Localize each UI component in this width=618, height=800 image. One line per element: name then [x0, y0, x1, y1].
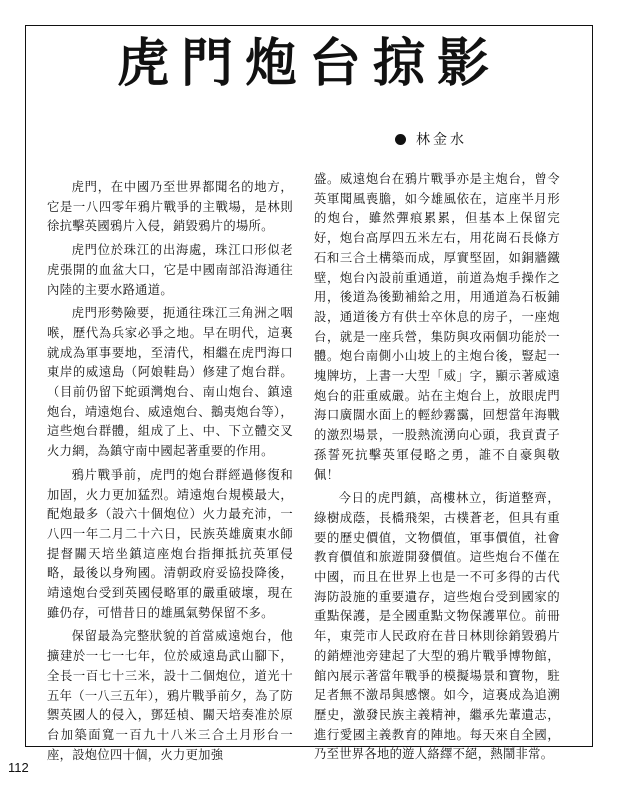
page-number: 112	[8, 760, 29, 775]
paragraph: 虎門形勢險要，扼通往珠江三角洲之咽喉，歷代為兵家必爭之地。早在明代，這裏就成為軍事要地，至清代，相繼在虎門海口東岸的威遠島（阿娘鞋島）修建了炮台群。（目前仍留下蛇頭灣炮台、南山炮台、鎮遠炮台，靖遠炮台、威遠炮台、鵝夷炮台等），這些炮台群體，組成了上、中、下立體交叉火力網，為鎮守南中國起著重要的作用。	[47, 306, 293, 459]
byline	[395, 133, 467, 147]
author-name: 林金水	[416, 132, 467, 148]
right-column	[314, 170, 560, 769]
paragraph: 鴉片戰爭前，虎門的炮台群經過修復和加固，火力更加猛烈。靖遠炮台規模最大，配炮最多（設六十個炮位）火力最充沛，一八四一年二月二十六日，民族英雄廣東水師提督關天培坐鎮這座炮台指揮抵抗英軍侵略，最後以身殉國。清朝政府妥協投降後，靖遠炮台受到英國侵略軍的嚴重破壞，現在雖仍存，可惜昔日的雄風氣勢保留不多。	[47, 467, 293, 620]
article-title: 虎門炮台掠影	[116, 34, 501, 94]
paragraph-continuation: 盛。威遠炮台在鴉片戰爭亦是主炮台，曾令英軍聞風喪膽，如今雄風依在，這座半月形的炮台，雖然彈痕累累，但基本上保留完好，炮台高厚四五米左右，用花崗石長條方石和三合土構築而成，厚實堅固，如銅牆鐵壁，炮台內設前重通道，前道為炮手操作之用，後道為後勤補給之用，用通道為石板鋪設，通道後方有供士卒休息的房子，一座炮台，就是一座兵營，集防與攻兩個功能於一體。炮台南側小山坡上的主炮台後，豎起一塊牌坊，上書一大型「威」字，顯示著威遠炮台的莊重威嚴。站在主炮台上，放眼虎門海口廣闊水面上的輕紗霧靄，回想當年海戰的激烈場景，一股熱流湧向心頭，我貢責子孫誓死抗擊英軍侵略之勇，誰不自豪與敬佩！	[314, 172, 560, 482]
paragraph: 保留最為完整狀貌的首當威遠炮台，他擴建於一七一七年，位於威遠島武山腳下，全長一百七十三米，設十二個炮位，道光十五年（一八三五年），鴉片戰爭前夕，為了防禦英國人的侵入，鄧廷楨、關天培奏准於原台加築面寬一百九十八米三合土月形台一座，設炮位四十個，火力更加強	[47, 629, 293, 762]
paragraph: 今日的虎門鎮，高樓林立，街道整齊，綠樹成蔭，長橋飛架，古樸蒼老，但具有重要的歷史價值，文物價值，軍事價值，社會教育價值和旅遊開發價值。這些炮台不僅在中國，而且在世界上也是一不可多得的古代海防設施的重要遺存，這些炮台受到國家的重點保護，是全國重點文物保護單位。前冊年，東莞市人民政府在昔日林則徐銷毀鴉片的銷煙池旁建起了大型的鴉片戰爭博物館，館內展示著當年戰爭的模擬場景和寶物，駐足者無不激昂與感懷。如今，這裏成為追溯歷史，激發民族主義精神，繼承先輩遺志，進行愛國主義教育的陣地。每天來自全國，乃至世界各地的遊人絡繹不絕，熱鬧非常。	[314, 491, 560, 762]
paragraph: 虎門位於珠江的出海處，珠江口形似老虎張開的血盆大口，它是中國南部沿海通往內陸的主要水路通道。	[47, 243, 293, 297]
bullet-icon	[395, 134, 406, 145]
left-column	[47, 178, 293, 769]
paragraph: 虎門，在中國乃至世界都聞名的地方，它是一八四零年鴉片戰爭的主戰場，是林則徐抗擊英國鴉片入侵，銷毀鴉片的場所。	[47, 180, 293, 234]
